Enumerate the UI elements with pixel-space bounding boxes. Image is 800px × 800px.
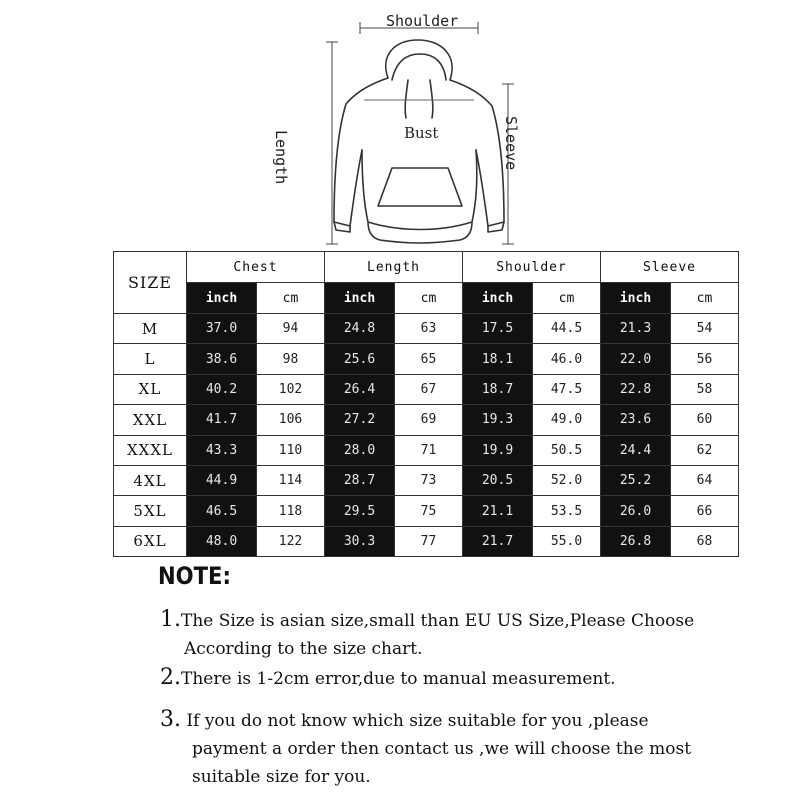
cm-value-cell: 94: [257, 314, 325, 344]
note-item-1: [160, 606, 760, 663]
inch-value-cell: 22.8: [601, 374, 671, 404]
size-label: 4XL: [114, 465, 187, 495]
unit-header-cm: cm: [671, 283, 739, 314]
note-number: 1.: [160, 607, 181, 632]
group-header-chest: Chest: [187, 252, 325, 283]
cm-value-cell: 62: [671, 435, 739, 465]
size-label: L: [114, 344, 187, 374]
note-text: There is 1-2cm error,due to manual measurement.: [181, 669, 616, 689]
inch-value-cell: 17.5: [463, 314, 533, 344]
size-table-body: [114, 314, 739, 557]
size-label: XXL: [114, 405, 187, 435]
unit-header-cm: cm: [533, 283, 601, 314]
group-header-shoulder: Shoulder: [463, 252, 601, 283]
cm-value-cell: 73: [395, 465, 463, 495]
hoodie-diagram: [0, 0, 800, 250]
size-label: XXXL: [114, 435, 187, 465]
cm-value-cell: 77: [395, 526, 463, 556]
inch-value-cell: 41.7: [187, 405, 257, 435]
table-row: [114, 435, 739, 465]
inch-value-cell: 19.3: [463, 405, 533, 435]
shoulder-label: Shoulder: [386, 12, 459, 30]
note-item-2: [160, 664, 760, 693]
cm-value-cell: 114: [257, 465, 325, 495]
cm-value-cell: 110: [257, 435, 325, 465]
inch-value-cell: 37.0: [187, 314, 257, 344]
inch-value-cell: 20.5: [463, 465, 533, 495]
cm-value-cell: 63: [395, 314, 463, 344]
unit-header-inch: inch: [601, 283, 671, 314]
hoodie-illustration: [0, 0, 800, 250]
cm-value-cell: 46.0: [533, 344, 601, 374]
length-label: Length: [272, 130, 290, 185]
inch-value-cell: 28.7: [325, 465, 395, 495]
cm-value-cell: 58: [671, 374, 739, 404]
sleeve-label: Sleeve: [502, 116, 520, 171]
inch-value-cell: 29.5: [325, 496, 395, 526]
cm-value-cell: 65: [395, 344, 463, 374]
note-text: suitable size for you.: [192, 767, 371, 787]
cm-value-cell: 60: [671, 405, 739, 435]
cm-value-cell: 50.5: [533, 435, 601, 465]
note-title: NOTE:: [158, 562, 231, 590]
size-label: XL: [114, 374, 187, 404]
table-row: [114, 344, 739, 374]
inch-value-cell: 22.0: [601, 344, 671, 374]
cm-value-cell: 118: [257, 496, 325, 526]
unit-header-inch: inch: [187, 283, 257, 314]
cm-value-cell: 98: [257, 344, 325, 374]
inch-value-cell: 25.2: [601, 465, 671, 495]
inch-value-cell: 27.2: [325, 405, 395, 435]
note-text: If you do not know which size suitable for you ,please: [181, 711, 649, 731]
table-row: [114, 496, 739, 526]
cm-value-cell: 68: [671, 526, 739, 556]
cm-value-cell: 66: [671, 496, 739, 526]
cm-value-cell: 122: [257, 526, 325, 556]
inch-value-cell: 43.3: [187, 435, 257, 465]
cm-value-cell: 69: [395, 405, 463, 435]
unit-header-inch: inch: [325, 283, 395, 314]
inch-value-cell: 26.4: [325, 374, 395, 404]
cm-value-cell: 102: [257, 374, 325, 404]
table-row: [114, 465, 739, 495]
note-number: 3.: [160, 707, 181, 732]
cm-value-cell: 75: [395, 496, 463, 526]
size-chart-table: [113, 251, 739, 557]
note-text: According to the size chart.: [184, 639, 423, 659]
inch-value-cell: 21.1: [463, 496, 533, 526]
note-item-3: [160, 706, 760, 791]
cm-value-cell: 49.0: [533, 405, 601, 435]
size-header: SIZE: [114, 252, 187, 314]
size-label: M: [114, 314, 187, 344]
inch-value-cell: 24.8: [325, 314, 395, 344]
inch-value-cell: 19.9: [463, 435, 533, 465]
group-header-length: Length: [325, 252, 463, 283]
cm-value-cell: 71: [395, 435, 463, 465]
table-row: [114, 374, 739, 404]
inch-value-cell: 30.3: [325, 526, 395, 556]
inch-value-cell: 40.2: [187, 374, 257, 404]
size-label: 6XL: [114, 526, 187, 556]
cm-value-cell: 106: [257, 405, 325, 435]
inch-value-cell: 46.5: [187, 496, 257, 526]
note-text: The Size is asian size,small than EU US Size,Please Choose: [181, 611, 695, 631]
unit-header-cm: cm: [257, 283, 325, 314]
cm-value-cell: 56: [671, 344, 739, 374]
inch-value-cell: 21.7: [463, 526, 533, 556]
inch-value-cell: 23.6: [601, 405, 671, 435]
inch-value-cell: 26.0: [601, 496, 671, 526]
inch-value-cell: 21.3: [601, 314, 671, 344]
inch-value-cell: 26.8: [601, 526, 671, 556]
inch-value-cell: 48.0: [187, 526, 257, 556]
cm-value-cell: 64: [671, 465, 739, 495]
cm-value-cell: 67: [395, 374, 463, 404]
inch-value-cell: 44.9: [187, 465, 257, 495]
inch-value-cell: 18.7: [463, 374, 533, 404]
cm-value-cell: 54: [671, 314, 739, 344]
size-label: 5XL: [114, 496, 187, 526]
note-text: payment a order then contact us ,we will choose the most: [192, 739, 692, 759]
table-row: [114, 314, 739, 344]
unit-header-inch: inch: [463, 283, 533, 314]
table-row: [114, 405, 739, 435]
inch-value-cell: 38.6: [187, 344, 257, 374]
cm-value-cell: 55.0: [533, 526, 601, 556]
cm-value-cell: 47.5: [533, 374, 601, 404]
cm-value-cell: 53.5: [533, 496, 601, 526]
bust-label: Bust: [404, 124, 439, 142]
inch-value-cell: 25.6: [325, 344, 395, 374]
note-number: 2.: [160, 665, 181, 690]
table-row: [114, 526, 739, 556]
inch-value-cell: 24.4: [601, 435, 671, 465]
cm-value-cell: 52.0: [533, 465, 601, 495]
unit-header-cm: cm: [395, 283, 463, 314]
cm-value-cell: 44.5: [533, 314, 601, 344]
group-header-sleeve: Sleeve: [601, 252, 739, 283]
inch-value-cell: 28.0: [325, 435, 395, 465]
inch-value-cell: 18.1: [463, 344, 533, 374]
